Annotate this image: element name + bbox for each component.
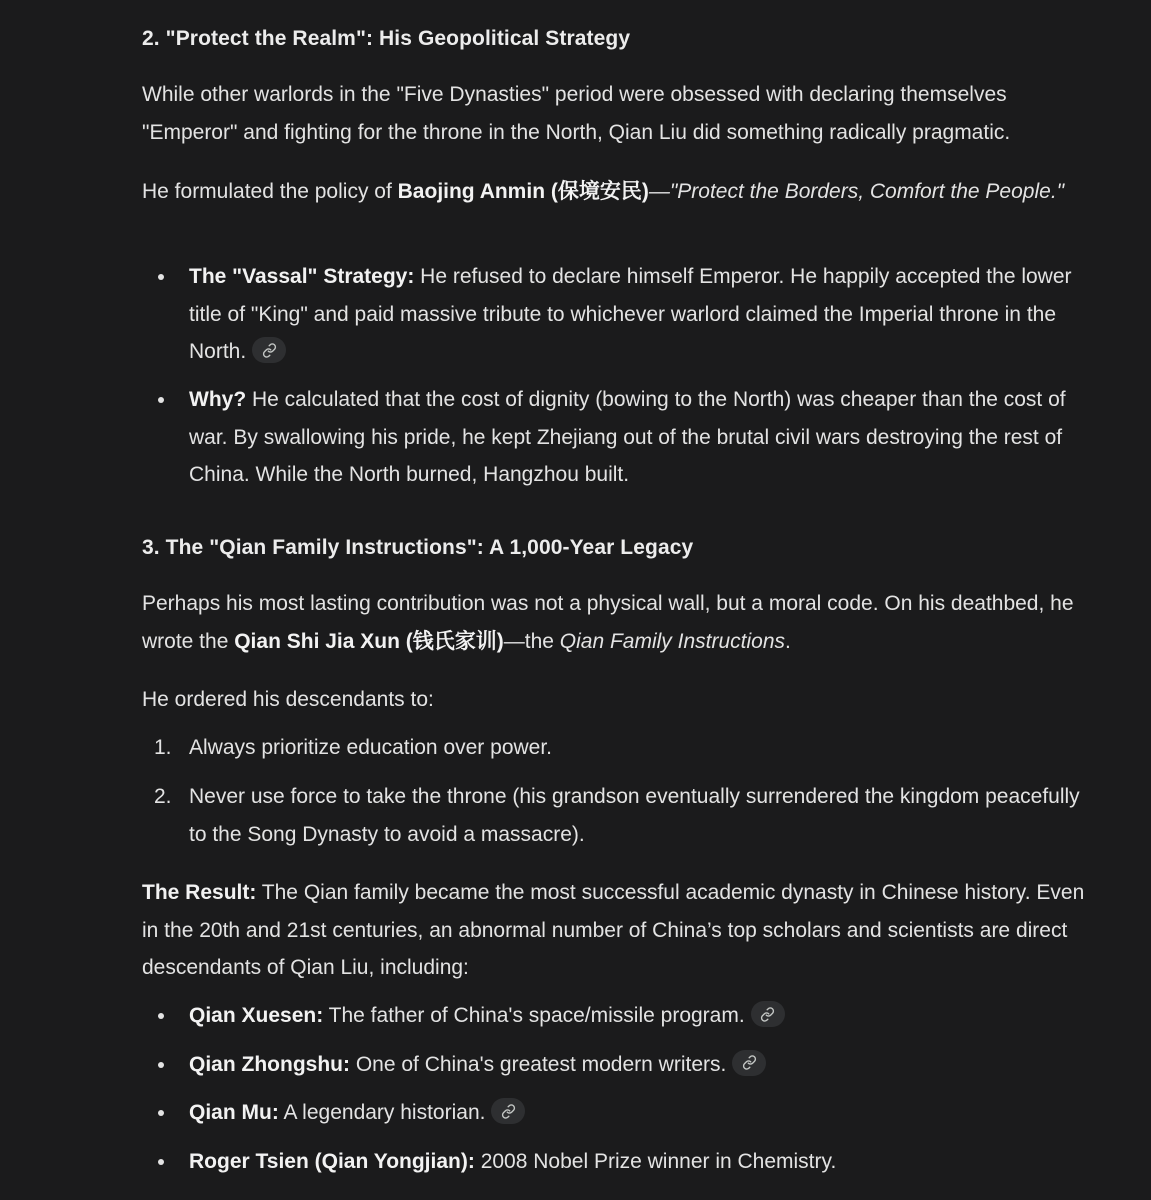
section-3-paragraph-1: Perhaps his most lasting contribution was not a physical wall, but a moral code. On his deathbed, he wrote the Qian Shi Jia Xun (钱氏家训)—the Qian Family Instructions. bbox=[142, 592, 1074, 653]
policy-translation: —"Protect the Borders, Comfort the People." bbox=[648, 180, 1065, 203]
list-item: 2. Never use force to take the throne (his grandson eventually surrendered the kingdom peacefully to the Song Dynasty to avoid a massacre). bbox=[142, 778, 1092, 853]
section-3-heading: 3. The "Qian Family Instructions": A 1,000-Year Legacy bbox=[142, 536, 694, 559]
source-link-chip[interactable] bbox=[751, 1001, 785, 1027]
list-item: The "Vassal" Strategy: He refused to declare himself Emperor. He happily accepted the lower title of "King" and paid massive tribute to whichever warlord claimed the Imperial throne in the North. bbox=[142, 258, 1092, 371]
instructions-list bbox=[142, 729, 1092, 767]
descendants-list bbox=[142, 997, 1092, 1180]
source-link-chip[interactable] bbox=[732, 1050, 766, 1076]
source-link-chip[interactable] bbox=[491, 1098, 525, 1124]
section-3-paragraph-2: He ordered his descendants to: bbox=[142, 688, 434, 711]
link-icon bbox=[742, 1055, 757, 1070]
instructions-name: Qian Shi Jia Xun (钱氏家训) bbox=[234, 629, 504, 653]
section-2-paragraph-2: He formulated the policy of Baojing Anmin (保境安民)—"Protect the Borders, Comfort the People." bbox=[142, 180, 1065, 203]
list-item: Qian Zhongshu: One of China's greatest modern writers. bbox=[142, 1046, 1092, 1084]
section-2-heading: 2. "Protect the Realm": His Geopolitical Strategy bbox=[142, 27, 631, 50]
list-item: Why? He calculated that the cost of dignity (bowing to the North) was cheaper than the cost of war. By swallowing his pride, he kept Zhejiang out of the brutal civil wars destroying the rest of China. While the North burned, Hangzhou built. bbox=[142, 381, 1092, 494]
list-number: 2. bbox=[154, 785, 172, 808]
link-icon bbox=[501, 1104, 516, 1119]
section-2-paragraph-1: While other warlords in the "Five Dynasties" period were obsessed with declaring themselves "Emperor" and fighting for the throne in the North, Qian Liu did something radically pragmatic. bbox=[142, 83, 1011, 144]
strategy-list-why bbox=[142, 381, 1092, 494]
strategy-list bbox=[142, 258, 1092, 371]
instructions-translation: Qian Family Instructions bbox=[559, 629, 786, 653]
list-item: 1. Always prioritize education over power. bbox=[142, 729, 1092, 767]
list-item: Qian Mu: A legendary historian. bbox=[142, 1094, 1092, 1132]
list-item: Qian Xuesen: The father of China's space/missile program. bbox=[142, 997, 1092, 1035]
link-icon bbox=[262, 343, 277, 358]
list-item: Roger Tsien (Qian Yongjian): 2008 Nobel Prize winner in Chemistry. bbox=[142, 1143, 1092, 1181]
policy-name: Baojing Anmin (保境安民) bbox=[397, 180, 649, 203]
source-link-chip[interactable] bbox=[252, 337, 286, 363]
result-paragraph: The Result: The Qian family became the most successful academic dynasty in Chinese history. Even in the 20th and 21st centuries, an abnormal number of China’s top scholars and scientists are direct descendants of Qian Liu, including: bbox=[142, 881, 1085, 979]
link-icon bbox=[760, 1007, 775, 1022]
instructions-list-2 bbox=[142, 778, 1092, 853]
list-number: 1. bbox=[154, 736, 172, 759]
